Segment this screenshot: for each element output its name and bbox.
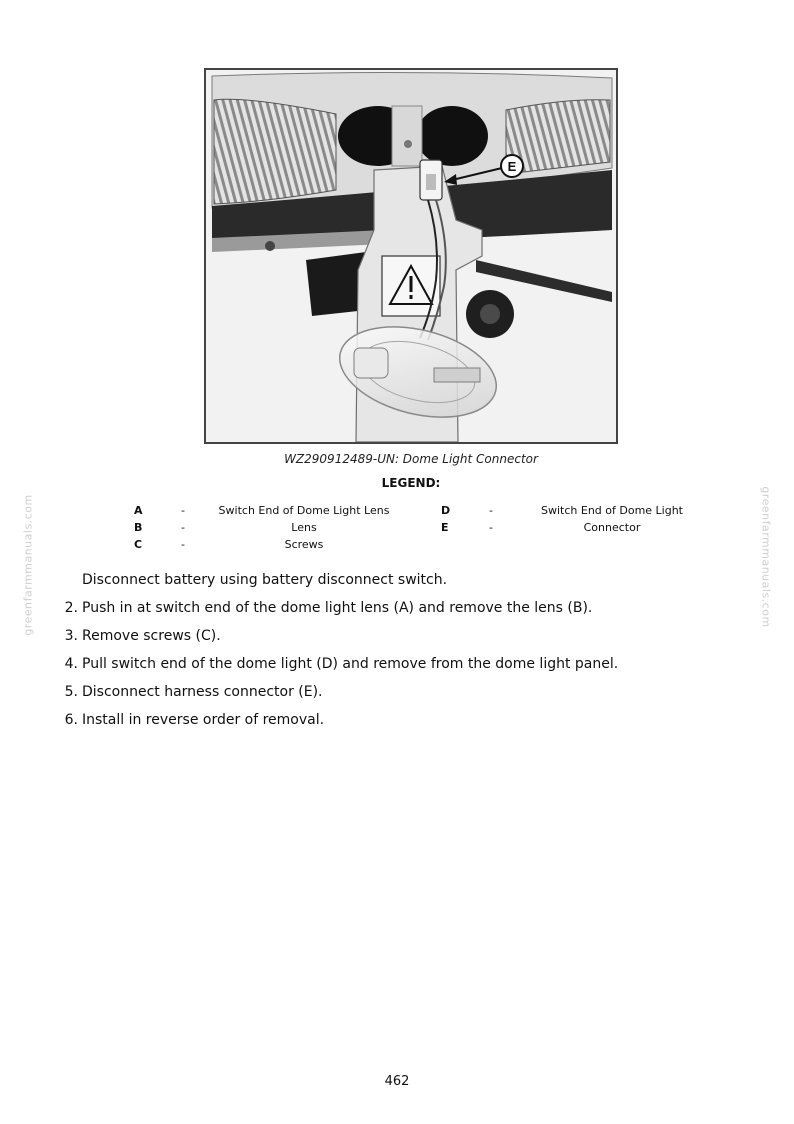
step-text: Disconnect battery using battery disconnect switch. (82, 572, 448, 588)
legend-dash: - (489, 504, 493, 517)
dome-light-illustration (206, 70, 616, 442)
legend-text: Connector (583, 521, 641, 534)
step-text: Push in at switch end of the dome light lens (A) and remove the lens (B). (82, 600, 593, 616)
page-number: 462 (384, 1074, 410, 1089)
legend-key: C (134, 538, 143, 551)
legend-text: Lens (291, 521, 317, 534)
legend-dash: - (181, 538, 185, 551)
legend-key: D (441, 504, 451, 517)
legend-title: LEGEND: (381, 476, 441, 490)
legend-dash: - (181, 521, 185, 534)
legend-row (0, 537, 794, 553)
figure-caption: WZ290912489-UN: Dome Light Connector (284, 452, 538, 466)
legend-key: B (134, 521, 143, 534)
legend-dash: - (489, 521, 493, 534)
step-number: 5. (64, 684, 78, 700)
step-number: 4. (64, 656, 78, 672)
callout-e-label: E (507, 159, 517, 174)
step-text: Install in reverse order of removal. (82, 712, 325, 728)
legend-text: Switch End of Dome Light (541, 504, 683, 517)
watermark-left: greenfarmmanuals.com (21, 494, 35, 636)
step-text: Disconnect harness connector (E). (82, 684, 323, 700)
step-number: 3. (64, 628, 78, 644)
legend-dash: - (181, 504, 185, 517)
legend-row (0, 520, 794, 536)
legend-key: A (134, 504, 143, 517)
legend-text: Screws (284, 538, 324, 551)
step-number: 6. (64, 712, 78, 728)
legend-text: Switch End of Dome Light Lens (218, 504, 390, 517)
legend-key: E (441, 521, 449, 534)
step-text: Remove screws (C). (82, 628, 221, 644)
step-number: 2. (64, 600, 78, 616)
watermark-right: greenfarmmanuals.com (759, 486, 773, 628)
legend-row (0, 503, 794, 519)
dome-light-figure (204, 68, 618, 444)
step-text: Pull switch end of the dome light (D) and remove from the dome light panel. (82, 656, 619, 672)
